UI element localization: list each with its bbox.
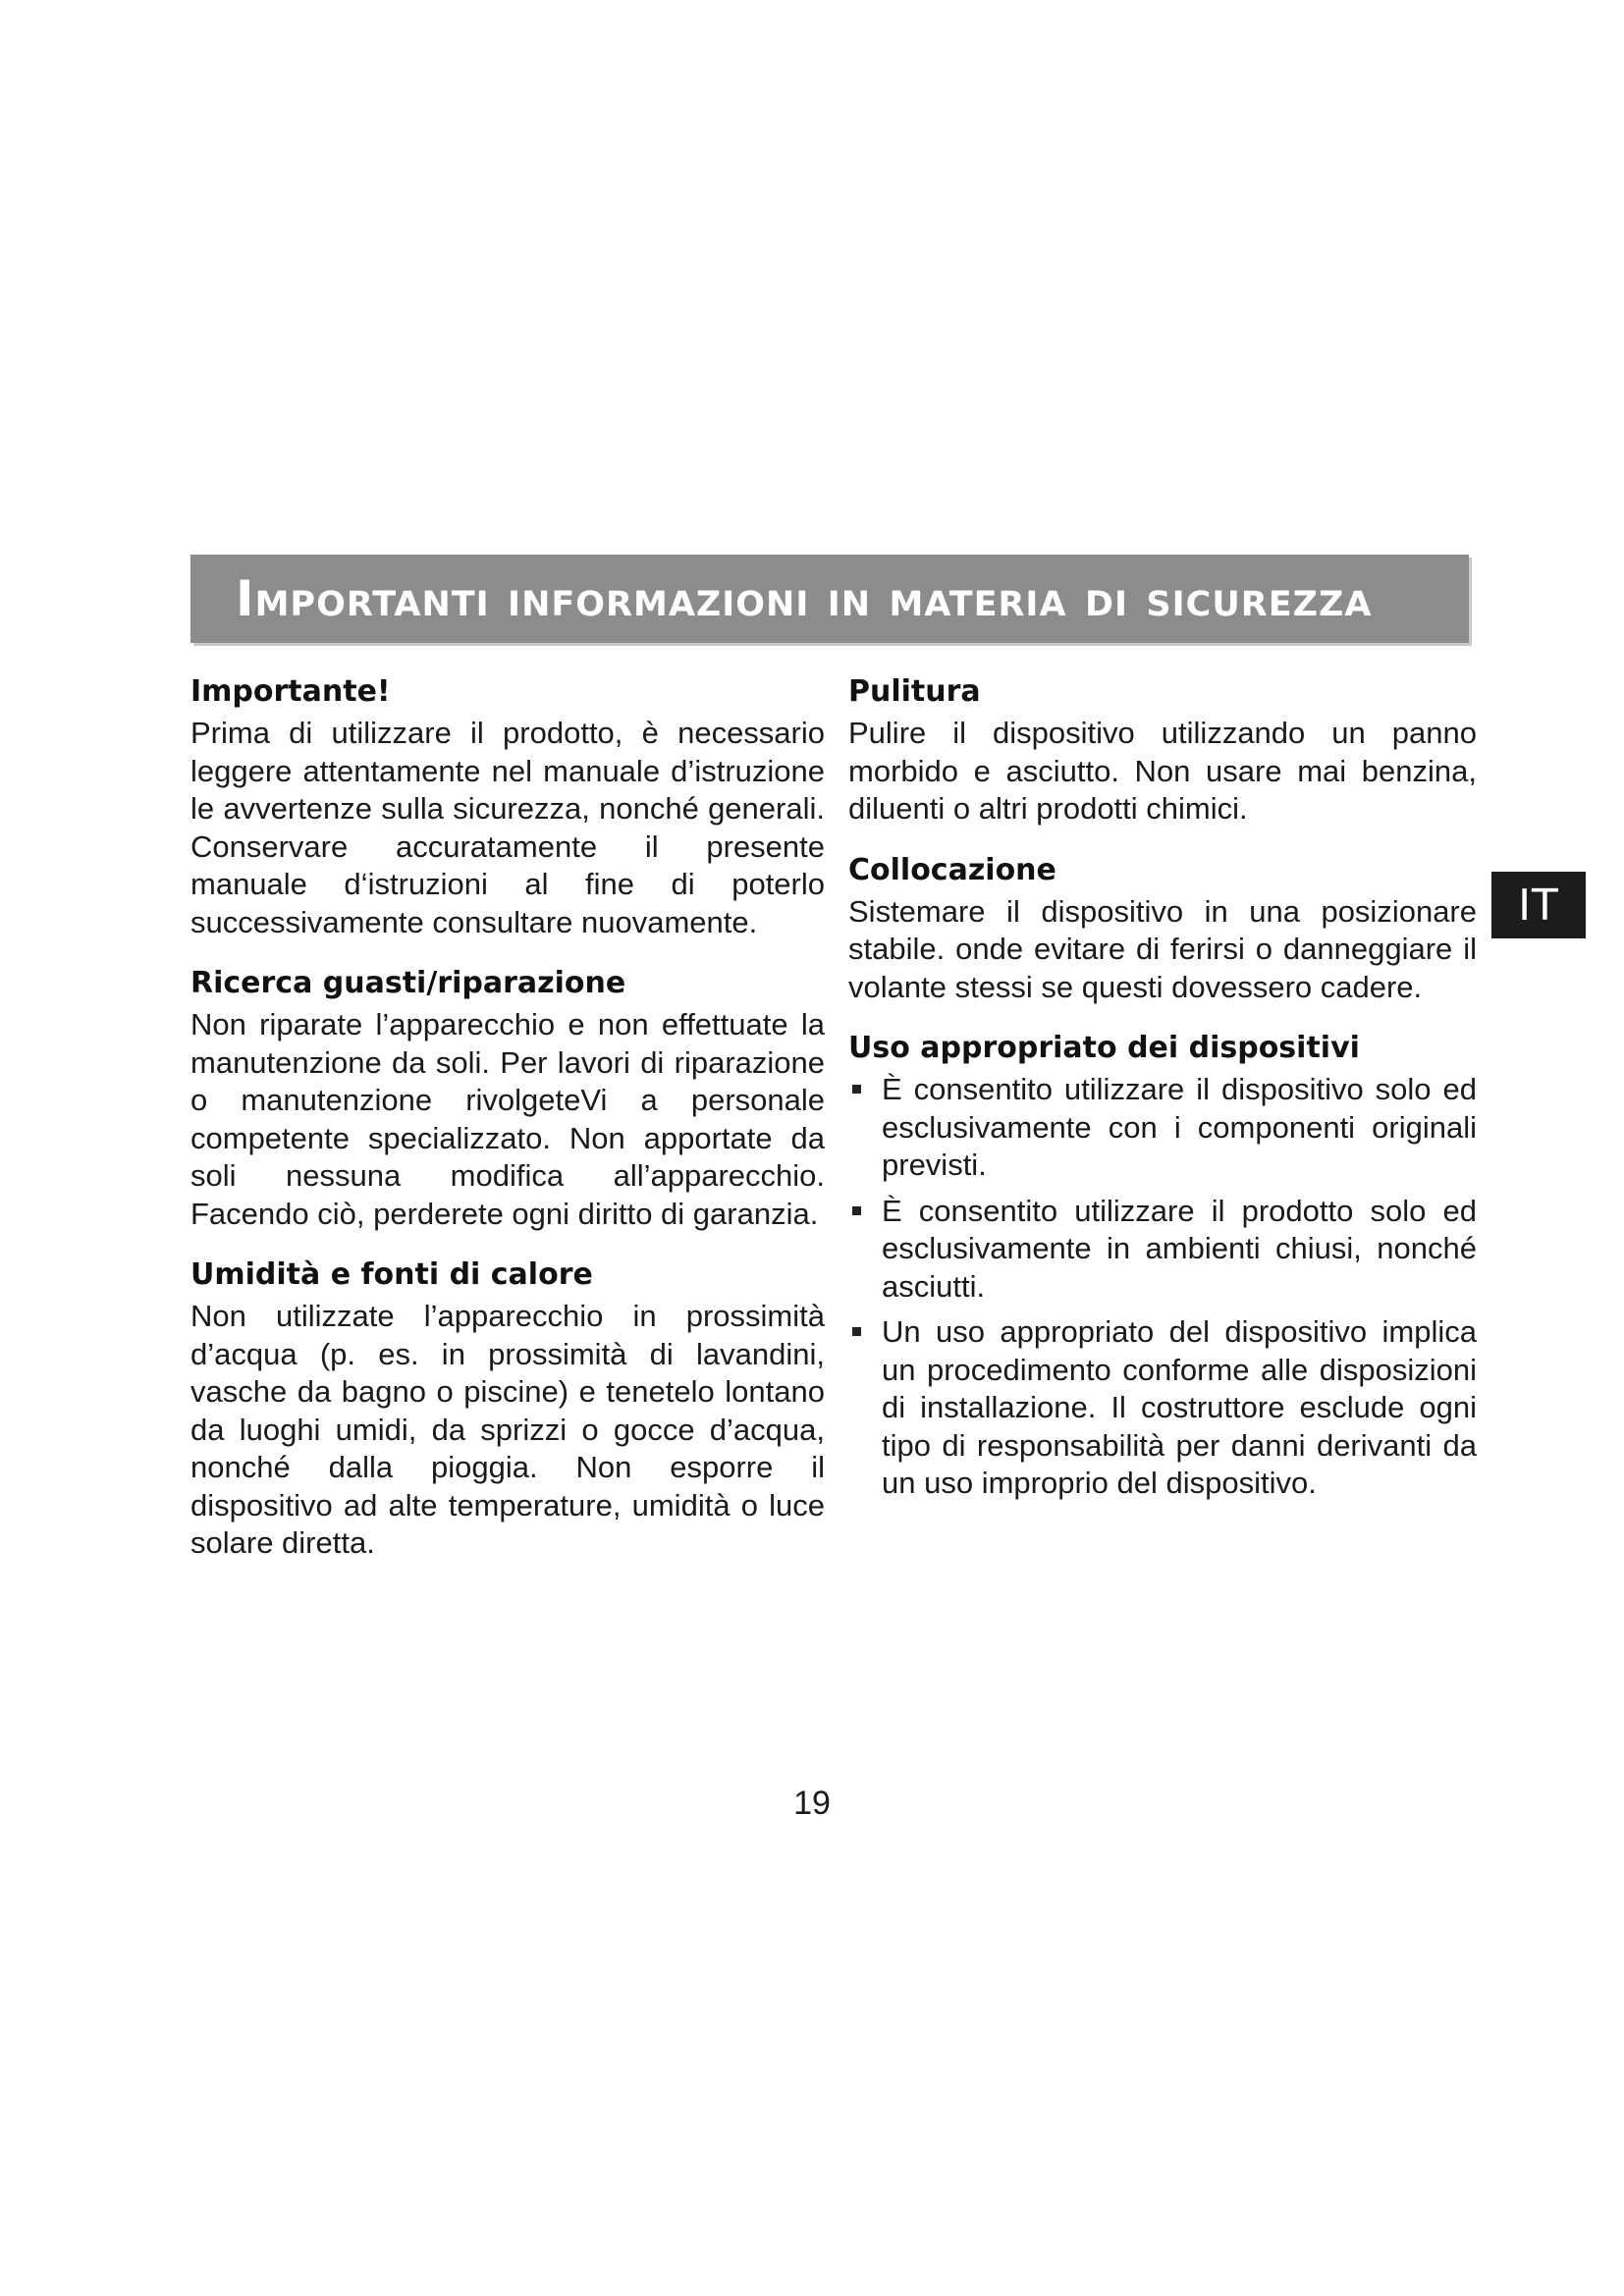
list-item-text: È consentito utilizzare il prodotto solo ed esclusivamente in ambienti chiusi, nonché asciutti.	[882, 1193, 1477, 1304]
list-item	[848, 1071, 1477, 1185]
list-item-text: È consentito utilizzare il dispositivo solo ed esclusivamente con i componenti originali previsti.	[882, 1072, 1477, 1182]
list-item	[848, 1193, 1477, 1307]
language-tab	[1491, 872, 1586, 938]
section-text: Prima di utilizzare il prodotto, è necessario leggere attentamente nel manuale d’istruzione le avvertenze sulla sicurezza, nonché generali. Conservare accuratamente il presente manuale d‘istruzioni al fine di poterlo successivamente consultare nuovamente.	[190, 716, 825, 939]
left-column	[190, 673, 825, 1586]
section-uso-appropriato	[848, 1030, 1477, 1503]
right-column	[848, 673, 1477, 1526]
section-umidita	[190, 1256, 825, 1563]
section-heading: Uso appropriato dei dispositivi	[848, 1031, 1360, 1065]
list-item	[848, 1313, 1477, 1503]
section-importante	[190, 673, 825, 941]
section-banner	[190, 555, 1469, 643]
page-title: Importanti informazioni in materia di sicurezza	[236, 570, 1373, 627]
section-text: Sistemare il dispositivo in una posizionare stabile. onde evitare di ferirsi o danneggiare il volante stessi se questi dovessero cadere.	[848, 893, 1477, 1004]
section-heading: Ricerca guasti/riparazione	[190, 966, 626, 1000]
section-pulitura	[848, 673, 1477, 828]
section-heading: Importante!	[190, 674, 391, 709]
section-heading: Collocazione	[848, 852, 1056, 887]
page-number: 19	[793, 1785, 831, 1822]
language-tab-label: IT	[1518, 880, 1559, 931]
section-heading: Pulitura	[848, 674, 981, 709]
section-collocazione	[848, 852, 1477, 1007]
bullet-list	[848, 1071, 1477, 1503]
list-item-text: Un uso appropriato del dispositivo implica un procedimento conforme alle disposizioni di installazione. Il costruttore esclude ogni tipo di responsabilità per danni derivanti da un uso improprio del dispositivo.	[882, 1314, 1477, 1500]
section-ricerca-guasti	[190, 965, 825, 1233]
bullet-square-icon	[852, 1327, 861, 1336]
bullet-square-icon	[852, 1085, 861, 1094]
section-text: Pulire il dispositivo utilizzando un panno morbido e asciutto. Non usare mai benzina, diluenti o altri prodotti chimici.	[848, 716, 1477, 826]
section-heading: Umidità e fonti di calore	[190, 1257, 593, 1292]
section-text: Non riparate l’apparecchio e non effettuate la manutenzione da soli. Per lavori di riparazione o manutenzione rivolgeteVi a personale competente specializzato. Non apportate da soli nessuna modifica all’apparecchio. Facendo ciò, perderete ogni diritto di garanzia.	[190, 1007, 825, 1231]
bullet-square-icon	[852, 1206, 861, 1215]
section-text: Non utilizzate l’apparecchio in prossimità d’acqua (p. es. in prossimità di lavandini, vasche da bagno o piscine) e tenetelo lontano da luoghi umidi, da sprizzi o gocce d’acqua, nonché dalla pioggia. Non esporre il dispositivo ad alte temperature, umidità o luce solare diretta.	[190, 1299, 825, 1560]
